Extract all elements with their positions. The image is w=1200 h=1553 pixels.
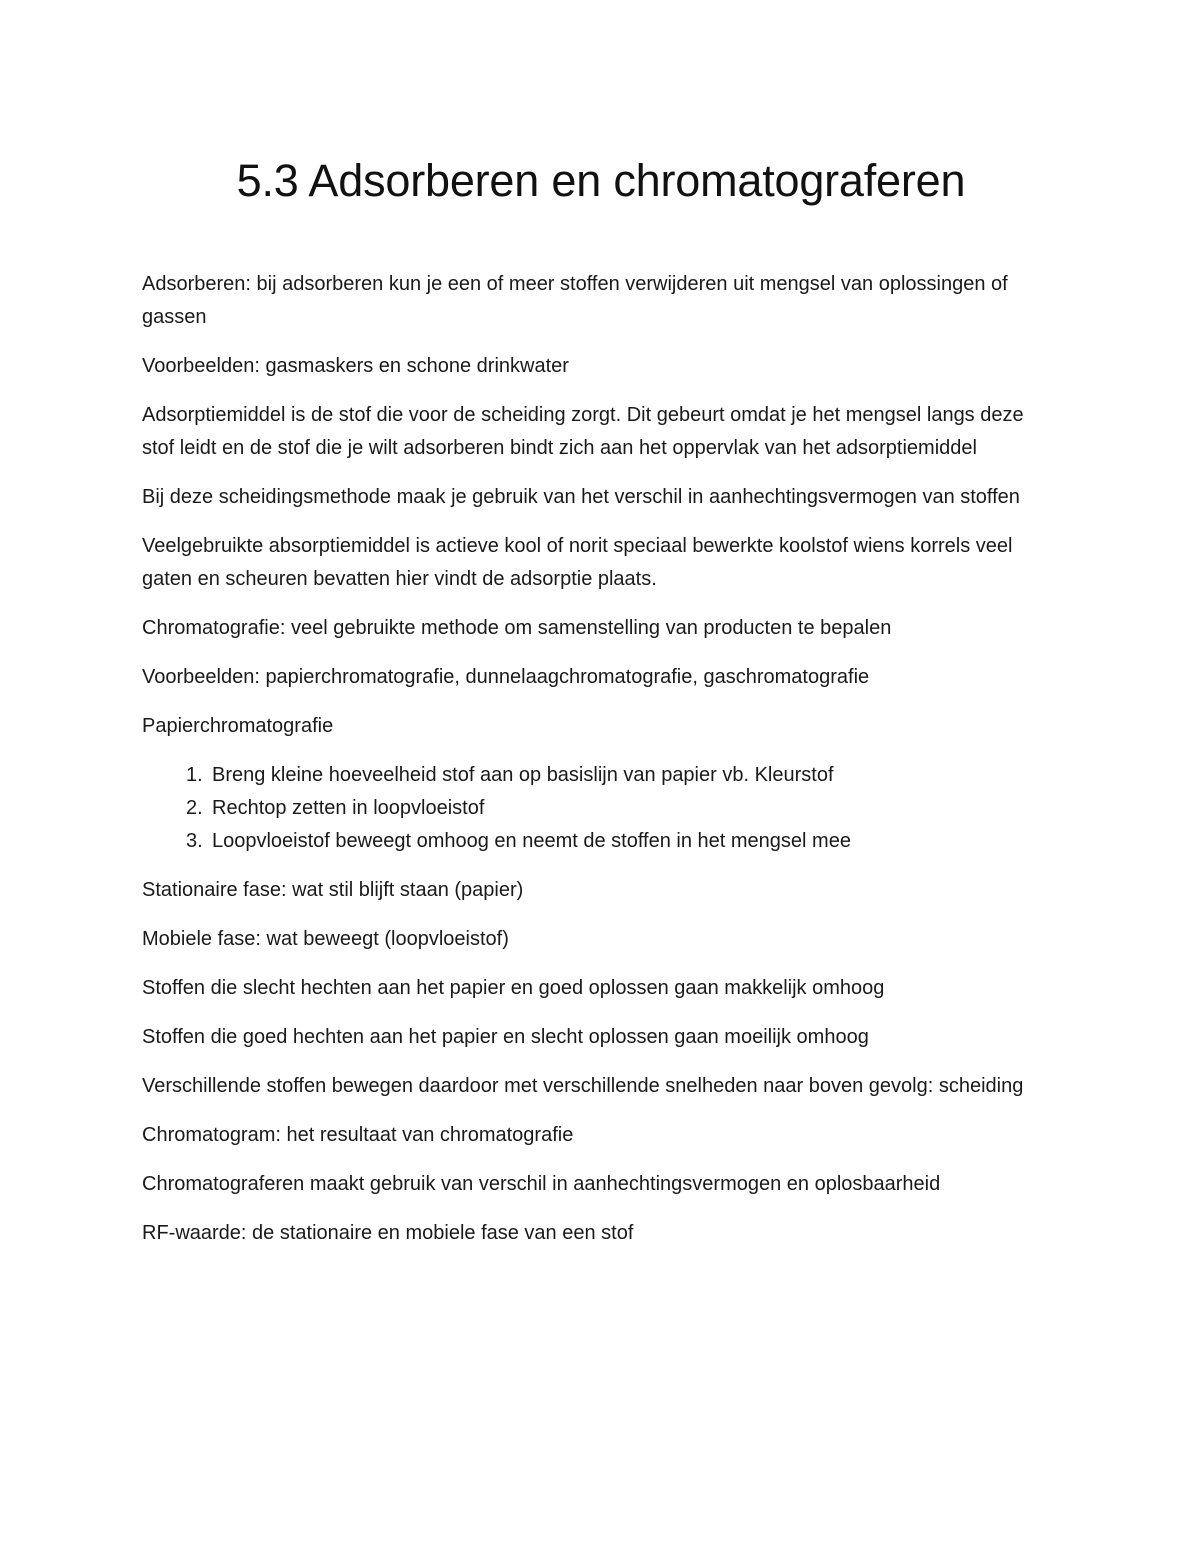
- list-item-text: Breng kleine hoeveelheid stof aan op basislijn van papier vb. Kleurstof: [212, 764, 834, 786]
- paragraph-adsorberen: Adsorberen: bij adsorberen kun je een of meer stoffen verwijderen uit mengsel van oplossingen of gassen: [142, 273, 1008, 328]
- document-body: [142, 268, 1060, 1250]
- paragraph-voorbeelden-chromatografie: Voorbeelden: papierchromatografie, dunnelaagchromatografie, gaschromatografie: [142, 666, 870, 688]
- paragraph-absorptiemiddel: Veelgebruikte absorptiemiddel is actieve kool of norit speciaal bewerkte koolstof wiens korrels veel gaten en scheuren bevatten hier vindt de adsorptie plaats.: [142, 535, 1013, 590]
- steps-list: [142, 759, 1060, 858]
- list-item-text: Rechtop zetten in loopvloeistof: [212, 797, 485, 819]
- paragraph-slecht-hechten: Stoffen die slecht hechten aan het papier en goed oplossen gaan makkelijk omhoog: [142, 977, 885, 999]
- paragraph-rf-waarde: RF-waarde: de stationaire en mobiele fase van een stof: [142, 1222, 634, 1244]
- paragraph-chromatograferen: Chromatograferen maakt gebruik van verschil in aanhechtingsvermogen en oplosbaarheid: [142, 1173, 941, 1195]
- list-item-number: 3.: [186, 830, 203, 852]
- paragraph-papierchromatografie: Papierchromatografie: [142, 715, 334, 737]
- paragraph-scheidingsmethode: Bij deze scheidingsmethode maak je gebruik van het verschil in aanhechtingsvermogen van stoffen: [142, 486, 1020, 508]
- paragraph-stationaire-fase: Stationaire fase: wat stil blijft staan (papier): [142, 879, 524, 901]
- list-item: [142, 792, 1060, 825]
- paragraph-verschillende-stoffen: Verschillende stoffen bewegen daardoor met verschillende snelheden naar boven gevolg: scheiding: [142, 1075, 1024, 1097]
- list-item-text: Loopvloeistof beweegt omhoog en neemt de stoffen in het mengsel mee: [212, 830, 851, 852]
- paragraph-goed-hechten: Stoffen die goed hechten aan het papier en slecht oplossen gaan moeilijk omhoog: [142, 1026, 869, 1048]
- list-item: [142, 825, 1060, 858]
- paragraph-mobiele-fase: Mobiele fase: wat beweegt (loopvloeistof): [142, 928, 509, 950]
- paragraph-voorbeelden-adsorptie: Voorbeelden: gasmaskers en schone drinkwater: [142, 355, 569, 377]
- page-title: 5.3 Adsorberen en chromatograferen: [236, 155, 966, 206]
- paragraph-chromatografie: Chromatografie: veel gebruikte methode om samenstelling van producten te bepalen: [142, 617, 892, 639]
- paragraph-chromatogram: Chromatogram: het resultaat van chromatografie: [142, 1124, 574, 1146]
- paragraph-adsorptiemiddel: Adsorptiemiddel is de stof die voor de scheiding zorgt. Dit gebeurt omdat je het mengsel langs deze stof leidt en de stof die je wilt adsorberen bindt zich aan het oppervlak van het adsorptiemiddel: [142, 404, 1024, 459]
- list-item-number: 2.: [186, 797, 203, 819]
- list-item-number: 1.: [186, 764, 203, 786]
- list-item: [142, 759, 1060, 792]
